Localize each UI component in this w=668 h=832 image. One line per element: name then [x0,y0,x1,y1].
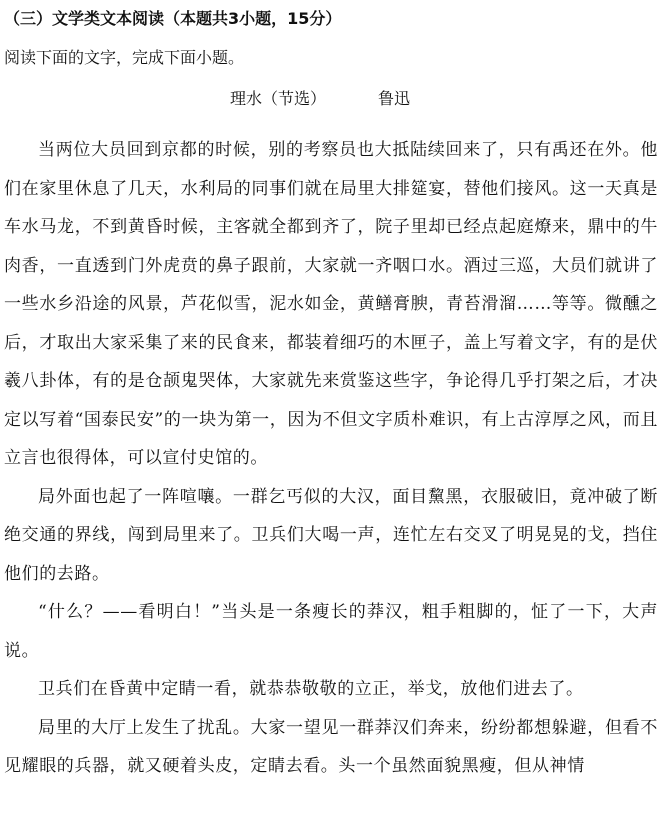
passage-title-line [230,86,410,112]
section-heading: （三）文学类文本阅读（本题共3小题，15分） [4,9,342,28]
passage-body [4,131,658,786]
passage-title: 理水（节选） [230,89,327,108]
paragraph: 当两位大员回到京都的时候，别的考察员也大抵陆续回来了，只有禹还在外。他们在家里休息了几天，水利局的同事们就在局里大排筵宴，替他们接风。这一天真是车水马龙，不到黄昏时候，主客就全都到齐了，院子里却已经点起庭燎来，鼎中的牛肉香，一直透到门外虎贲的鼻子跟前，大家就一齐咽口水。酒过三巡，大员们就讲了一些水乡沿途的风景，芦花似雪，泥水如金，黄鳝膏腴，青苔滑溜……等等。微醺之后，才取出大家采集了来的民食来，都装着细巧的木匣子，盖上写着文字，有的是伏羲八卦体，有的是仓颉鬼哭体，大家就先来赏鉴这些字，争论得几乎打架之后，才决定以写着“国泰民安”的一块为第一，因为不但文字质朴难识，有上古淳厚之风，而且立言也很得体，可以宣付史馆的。 [4,140,658,468]
paragraph: 卫兵们在昏黄中定睛一看，就恭恭敬敬的立正，举戈，放他们进去了。 [38,679,584,699]
paragraph: 局外面也起了一阵喧嚷。一群乞丐似的大汉，面目黧黑，衣服破旧，竟冲破了断绝交通的界线，闯到局里来了。卫兵们大喝一声，连忙左右交叉了明晃晃的戈，挡住他们的去路。 [4,486,658,584]
passage-author: 鲁迅 [378,89,411,108]
paragraph: 局里的大厅上发生了扰乱。大家一望见一群莽汉们奔来，纷纷都想躲避，但看不见耀眼的兵器，就又硬着头皮，定睛去看。头一个虽然面貌黑瘦，但从神情 [4,717,658,776]
paragraph: “什么？——看明白！”当头是一条瘦长的莽汉，粗手粗脚的，怔了一下，大声说。 [4,602,658,661]
reading-instruction: 阅读下面的文字，完成下面小题。 [4,48,245,67]
